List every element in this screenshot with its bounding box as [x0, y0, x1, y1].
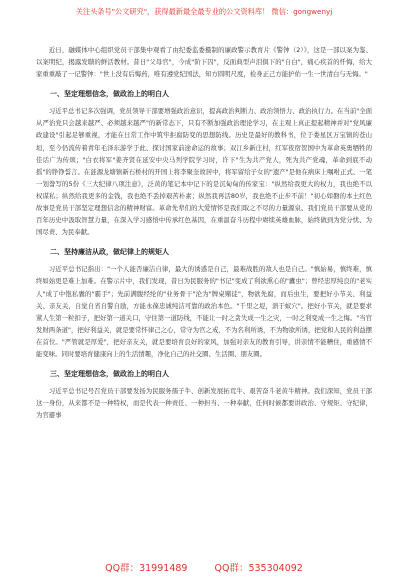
- header-banner: [0, 7, 408, 17]
- qq-group-1: QQ群：31991489: [105, 563, 188, 574]
- intro-paragraph: 近日，融媒体中心组织党员干部集中观看了由纪委监委摄制的廉政警示教育片《警钟（2）》，这是一部以案为鉴、以案明纪，揭露发聩的鲜活教材。昔日"父母官"，今成"阶下囚"，反面典型声泪俱下的"自白"，痛心疾首的忏悔，给大家重重敲了一记警钟："世上没有后悔药，唯有遵党纪国法，知方圆明尺度，检身正己方能护佑一生一世清白与无悔。": [36, 46, 372, 79]
- document-body: [36, 44, 372, 421]
- section-paragraph-2: 习近平总书记指出："一个人能否廉洁自律，最大的诱惑是自己，最难战胜的敌人也是自己。"慎始易，慎终难，慎终如始更是难上加难。在警示片中，我们发现，昔日为民服务的"书记"变成了利欲熏心的"蠹虫"；曾经忠厚纯良的"老实人"成了中饱私囊的"霸手"；先前满腹经纶的"业务骨干"沦为"牌桌赌徒"，物欲先腐，而后虫生，要把好小节关、利益关、亲友关，自觉自省自警自励，方能永葆忠诚纯洁可靠的政治本色。"千里之堤，溃于蚁穴"。把好小节关，就是要求紧人生第一粒扣子，把好第一道关口，守住第一道防线，不能让一时之贪失成一生之灾，一时之利变成一生之悔。"当官发财两条道"，把好利益关，就是要常怀律己之心，常守为官之戒，不为名利所诱，不为物欲所诱，把党和人民的利益摆在首位。"严管就是厚爱"，把好亲友关，就是要培育良好的家风，加强对亲友的教育引导，讲亲情不能糟住，重感情不能变味。同时要培育健康向上的生活情趣，净化自己的社交圈、生活圈、朋友圈。: [36, 265, 372, 358]
- section-paragraph-1: 习近平总书记多次强调，党员领导干部要增强政治意识，提高政治判断力、政治领悟力、政治执行力。在当前"全面从严治党只会越来越严、必须越来越严"的新常态下，只有不断加强政治理论学习，在主观上真正提起精神并对"党风廉政建设"引起足够重视，才能在日常工作中筑牢拒腐防变的思想防线。历史是最好的教科书，位于娄星区万宝镇的苍山垣，至今仍流传着青年毛泽东游学于此、探讨国家前途命运的故事；双江乡新庄村，红军夜宿贺国中为革命英勇牺牲的佳话广为传颂；"白衣将军"姜齐贤在延安中央马列学院学习时，许下"生为共产党人，死为共产党魂，革命到底不动摇"的铮铮誓言。在涟源龙塘镇新石桥村的开国上将李聚奎故居中，将军留给子女的"遗产"是他在病床上嘱咐正式、一笔一划誊写的5份《三大纪律八项注意》，泛黄的笔记本中记下的是沉甸甸的传家宝："纵然给我更大的权力，我也绝不以权谋私；纵然给我更多的金钱，我也绝不丢掉艰苦朴素；纵然我再活80岁，我也绝不止步不前！"初心如磐的本土红色故事是党员干部坚定理想信念的精神财富。革命先辈们的大爱情怀是我们取之不尽的力量源泉。我们党员干部要从党的百年历史中汲取智慧力量，在深入学习感悟中传承红色基因，在重温奋斗历程中赓续英雄血脉，始终做到为党分忧、为国尽责、为民奉献。: [36, 107, 372, 237]
- footer-contacts: [0, 560, 408, 574]
- section-paragraph-3: 习近平总书记号召党员干部要发扬为民服务孺子牛、创新发展拓荒牛、艰苦奋斗老黄牛精神。我们深知，党员干部这一身份，从来都不是一种特权，而是代表一种责任、一种担当、一种奉献，任何时候都要讲政治、守规矩、守纪律，为官避事: [36, 387, 372, 420]
- section-heading-1: 一、坚定理想信念，做政治上的明白人: [50, 90, 169, 99]
- header-line: 关注头条号"公文研究"，获得最新最全最专业的公文资料库！ 微信：gongwenyj: [75, 7, 333, 16]
- qq-group-2: QQ群：535304092: [214, 563, 303, 574]
- section-heading-2: 二、坚持廉洁从政，做纪律上的规矩人: [50, 248, 169, 257]
- section-heading-3: 三、坚定理想信念，做政治上的明白人: [50, 370, 169, 379]
